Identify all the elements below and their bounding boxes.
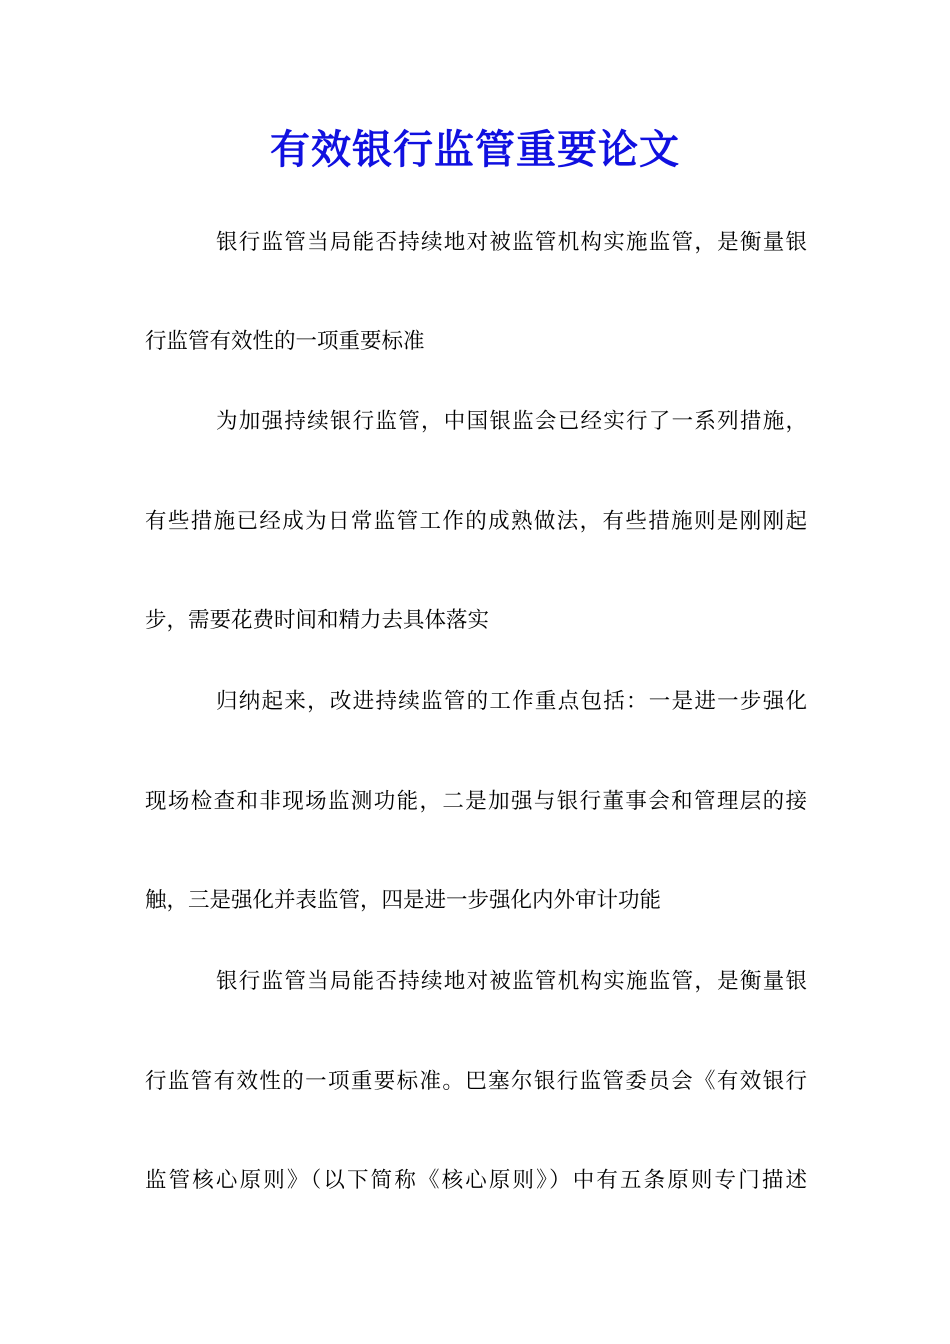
paragraph-3-line-2: 现场检查和非现场监测功能，二是加强与银行董事会和管理层的接: [145, 789, 807, 814]
paragraph-1-line-1: 银行监管当局能否持续地对被监管机构实施监管，是衡量银: [216, 230, 807, 255]
paragraph-2-line-1: 为加强持续银行监管，中国银监会已经实行了一系列措施，: [216, 409, 807, 434]
document-title: 有效银行监管重要论文: [270, 126, 680, 173]
paragraph-2-line-3: 步，需要花费时间和精力去具体落实: [145, 608, 490, 633]
paragraph-4-line-3: 监管核心原则》（以下简称《核心原则》）中有五条原则专门描述: [145, 1168, 807, 1193]
paragraph-4-line-2: 行监管有效性的一项重要标准。巴塞尔银行监管委员会《有效银行: [145, 1069, 807, 1094]
paragraph-2-line-2: 有些措施已经成为日常监管工作的成熟做法，有些措施则是刚刚起: [145, 509, 807, 534]
paragraph-3-line-3: 触，三是强化并表监管，四是进一步强化内外审计功能: [145, 888, 662, 913]
paragraph-3-line-1: 归纳起来，改进持续监管的工作重点包括：一是进一步强化: [216, 689, 807, 714]
paragraph-4-line-1: 银行监管当局能否持续地对被监管机构实施监管，是衡量银: [216, 969, 807, 994]
paragraph-1-line-2: 行监管有效性的一项重要标准: [145, 329, 425, 354]
